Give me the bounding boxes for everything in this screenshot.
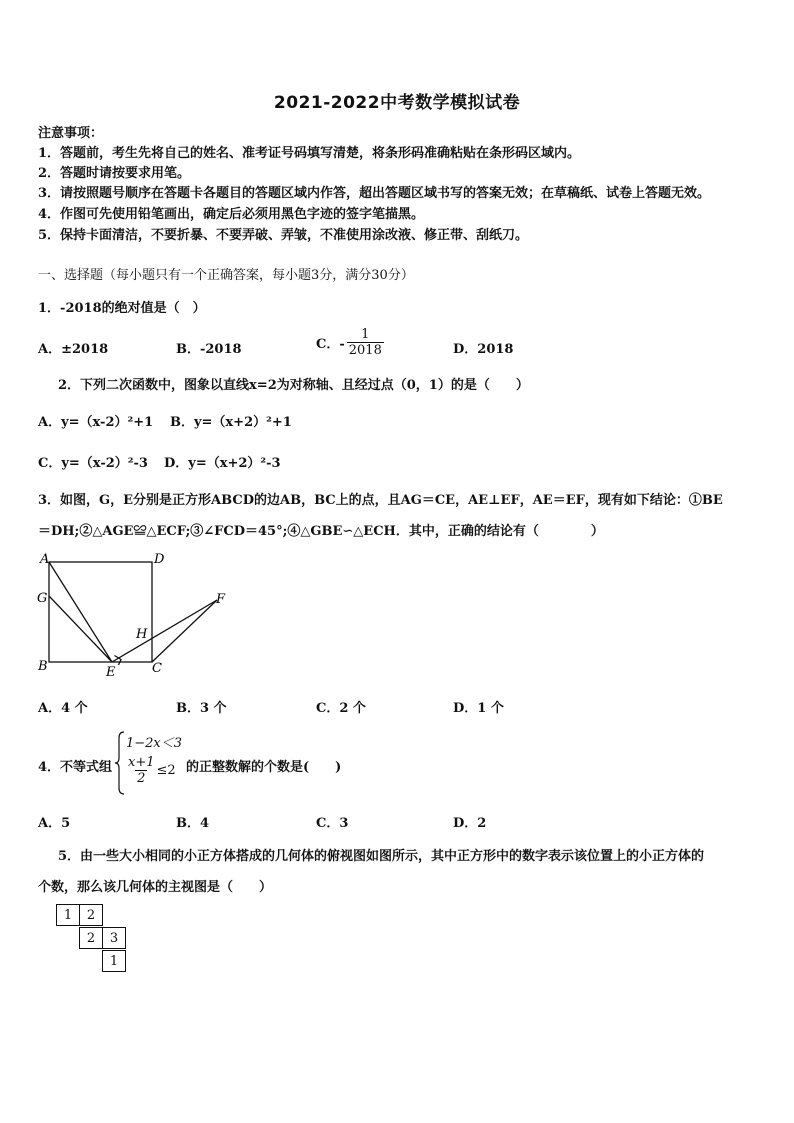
segment-cf [152,600,217,662]
q4-brace [114,730,126,796]
q1-option-b: B．-2018 [176,342,242,357]
q3-stem-line2: ＝DH;②△AGE≌△ECF;③∠FCD＝45°;④△GBE∽△ECH．其中，正确的结论有（ ） [38,524,604,539]
q4-option-b: B．4 [176,816,210,831]
q1-option-a: A．±2018 [38,342,109,357]
notice-heading: 注意事项： [38,126,104,141]
section-heading: 一、选择题（每小题只有一个正确答案，每小题3分，满分30分） [38,268,414,283]
segment-ae [49,562,112,662]
q5-top-view-grid [56,904,136,976]
q3-option-c: C．2 个 [316,701,366,716]
q2-stem: 2．下列二次函数中，图象以直线x=2为对称轴、且经过点（0，1）的是（ ） [58,378,529,393]
q4-prefix: 4．不等式组 [38,760,113,775]
q4-frac-denominator: 2 [137,771,146,786]
q3-option-a: A．4 个 [38,701,88,716]
q3-option-d: D．1 个 [453,701,504,716]
q1-option-d: D．2018 [453,342,514,357]
grid-cell: 1 [56,904,80,926]
q4-line1: 1−2x＜3 [126,736,183,751]
grid-cell: 2 [79,927,103,949]
q1-option-c-fraction [347,327,384,358]
q4-option-d: D．2 [453,816,487,831]
label-c: C [152,661,162,676]
q2-option-d: D．y=（x+2）²-3 [164,456,281,471]
grid-cell: 1 [102,950,126,972]
notice-item-3: 3．请按照题号顺序在答题卡各题目的答题区域内作答，超出答题区域书写的答案无效；在草稿纸、试卷上答题无效。 [38,186,711,201]
q2-option-c: C．y=（x-2）²-3 [38,456,148,471]
q1-option-c [316,327,386,358]
label-d: D [154,552,165,567]
q4-option-c: C．3 [316,816,349,831]
q3-option-b: B．3 个 [176,701,227,716]
q4-line2-relation: ≤2 [156,763,176,778]
q5-stem-line1: 5．由一些大小相同的小正方体搭成的几何体的俯视图如图所示，其中正方形中的数字表示该位置上的小正方体的 [58,849,705,864]
notice-item-4: 4．作图可先使用铅笔画出，确定后必须用黑色字迹的签字笔描黑。 [38,207,425,222]
notice-item-2: 2．答题时请按要求用笔。 [38,166,191,181]
page-title: 2021-2022中考数学模拟试卷 [273,93,521,113]
q1-option-c-prefix: C．- [316,337,345,352]
q1-stem: 1．-2018的绝对值是（ ） [38,301,206,316]
q4-fraction [128,755,155,786]
label-f: F [216,592,226,607]
grid-cell: 3 [102,927,126,949]
q3-stem-line1: 3．如图，G，E分别是正方形ABCD的边AB，BC上的点，且AG＝CE，AE⊥EF，AE＝EF，现有如下结论：①BE [38,493,723,508]
grid-cell: 2 [79,904,103,926]
label-g: G [37,591,48,606]
q4-suffix: 的正整数解的个数是( ) [186,760,342,775]
q2-option-b: B．y=（x+2）²+1 [170,415,292,430]
q2-option-a: A．y=（x-2）²+1 [38,415,154,430]
segment-ge [49,596,112,662]
label-h: H [136,627,148,642]
notice-item-1: 1．答题前，考生先将自己的姓名、准考证号码填写清楚，将条形码准确粘贴在条形码区域内。 [38,146,581,161]
q3-square-figure [30,550,240,680]
label-b: B [38,659,48,674]
q5-stem-line2: 个数，那么该几何体的主视图是（ ） [38,880,273,895]
q4-frac-numerator: x+1 [128,755,155,770]
q4-option-a: A．5 [38,816,71,831]
q1-c-numerator: 1 [361,327,370,342]
q4-line2 [126,755,176,786]
segment-ef [112,600,217,662]
notice-item-5: 5．保持卡面清洁，不要折暴、不要弄破、弄皱，不准使用涂改液、修正带、刮纸刀。 [38,228,529,243]
label-e: E [106,665,116,680]
label-a: A [40,552,50,567]
q1-c-denominator: 2018 [348,343,382,358]
